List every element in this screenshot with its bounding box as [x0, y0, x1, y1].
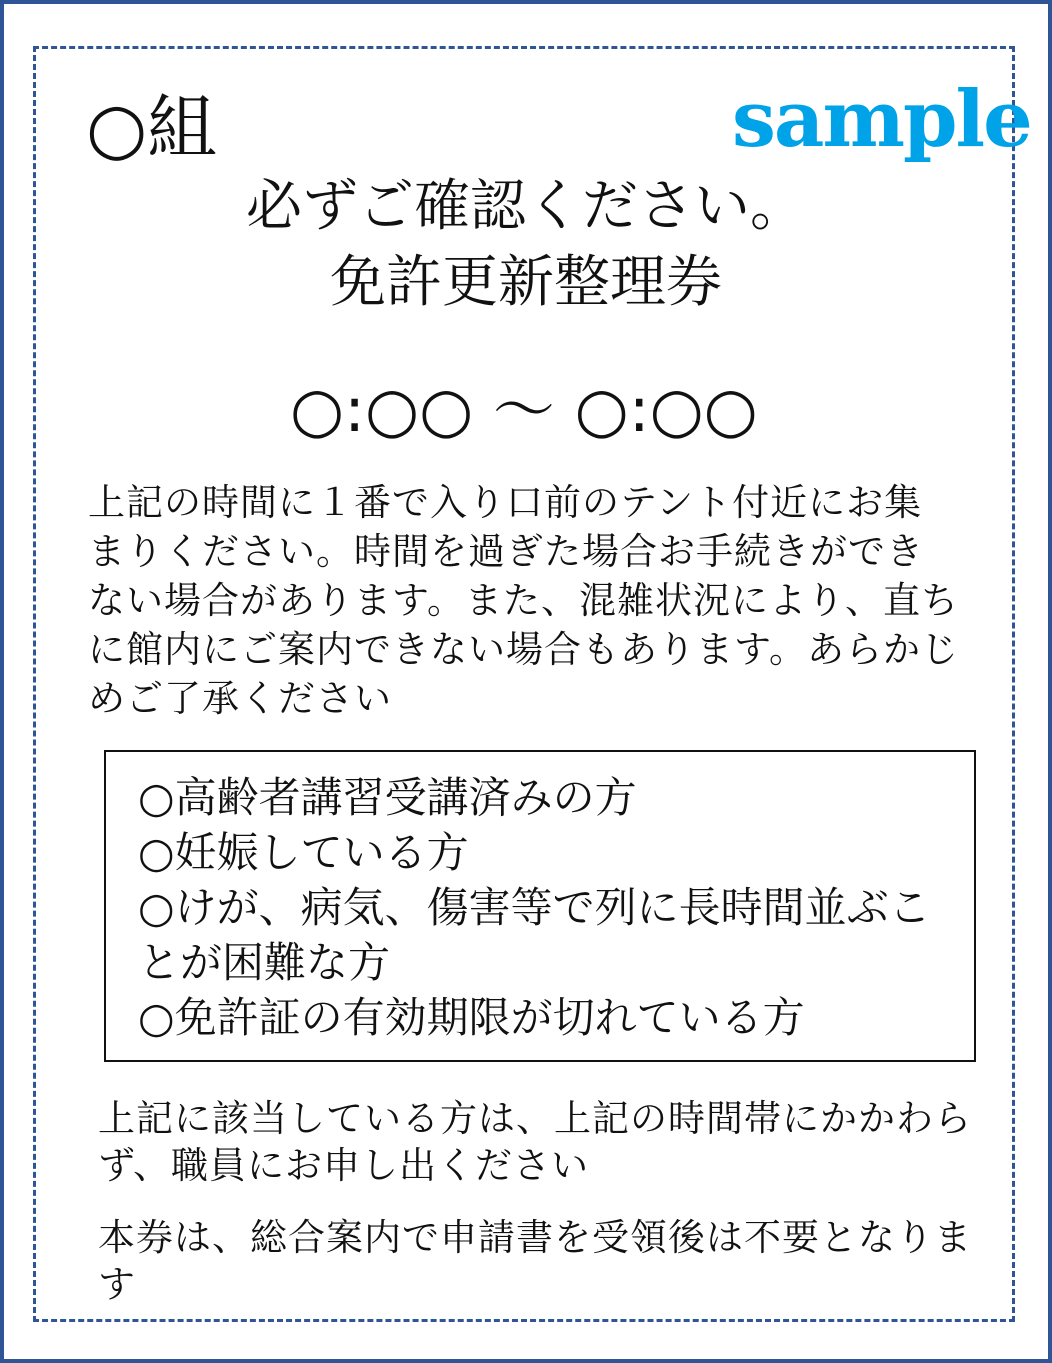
ticket-title: 免許更新整理券: [330, 250, 722, 315]
time-range: ○:○○ ～ ○:○○: [290, 373, 758, 446]
priority-item-expired-license: ○免許証の有効期限が切れている方: [138, 993, 805, 1042]
priority-list: [138, 770, 958, 1045]
sample-watermark: sample: [732, 74, 1031, 165]
group-label: ○組: [86, 87, 218, 169]
instructions-text: 上記の時間に１番で入り口前のテント付近にお集まりください。時間を過ぎた場合お手続きができない場合があります。また、混雑状況により、直ちに館内にご案内できない場合もあります。あらかじめご了承ください: [88, 481, 960, 720]
priority-item-pregnant: ○妊娠している方: [138, 828, 469, 877]
ticket-note: 本券は、総合案内で申請書を受領後は不要となります: [98, 1216, 972, 1306]
notice-heading: 必ずご確認ください。: [246, 174, 806, 239]
applicant-note: 上記に該当している方は、上記の時間帯にかかわらず、職員にお申し出ください: [98, 1097, 972, 1187]
priority-item-elderly-course: ○高齢者講習受講済みの方: [138, 773, 637, 822]
priority-item-injury-illness: ○けが、病気、傷害等で列に長時間並ぶことが困難な方: [138, 883, 931, 987]
